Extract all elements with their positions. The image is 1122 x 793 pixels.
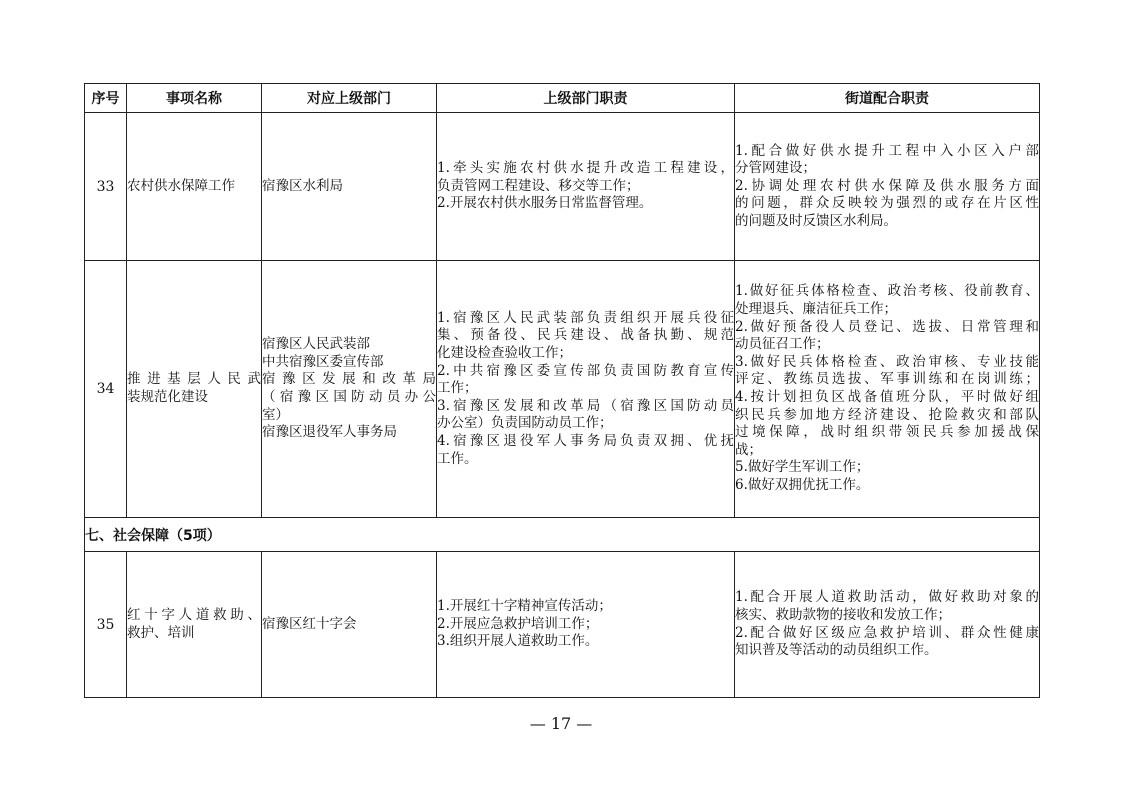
table-row — [85, 113, 1040, 261]
superior-dept: 宿豫区人民武装部 中共宿豫区委宣传部 宿豫区发展和改革局 （宿豫区国防动员办公 室） 宿豫区退役军人事务局 — [262, 261, 437, 518]
superior-duty: 1.宿豫区人民武装部负责组织开展兵役征 集、预备役、民兵建设、战备执勤、规范 化建设检查验收工作； 2.中共宿豫区委宣传部负责国防教育宣传 工作； 3.宿豫区发展和改革局（宿豫区国防动员 办公室）负责国防动员工作； 4.宿豫区退役军人事务局负责双拥、优抚 工作。 — [437, 261, 735, 518]
street-duty: 1.配合开展人道救助活动，做好救助对象的 核实、救助款物的接收和发放工作； 2.配合做好区级应急救护培训、群众性健康 知识普及等活动的动员组织工作。 — [735, 552, 1040, 698]
header-superior-dept: 对应上级部门 — [262, 84, 437, 113]
header-seq: 序号 — [85, 84, 127, 113]
header-superior-duty: 上级部门职责 — [437, 84, 735, 113]
superior-duty: 1.牵头实施农村供水提升改造工程建设， 负责管网工程建设、移交等工作； 2.开展农村供水服务日常监督管理。 — [437, 113, 735, 261]
header-street-duty: 街道配合职责 — [735, 84, 1040, 113]
page-number: — 17 — — [529, 714, 593, 733]
superior-dept: 宿豫区水利局 — [262, 113, 437, 261]
table-row — [85, 261, 1040, 518]
responsibility-table — [84, 83, 1040, 698]
section-title: 七、社会保障（5项） — [85, 518, 1040, 552]
street-duty: 1.做好征兵体格检查、政治考核、役前教育、 处理退兵、廉洁征兵工作； 2.做好预备役人员登记、选拔、日常管理和 动员征召工作； 3.做好民兵体格检查、政治审核、专业技能 评定、教练员选拔、军事训练和在岗训练； 4.按计划担负区战备值班分队，平时做好组 织民兵参加地方经济建设、抢险救灾和部队 过境保障，战时组织带领民兵参加援战保 战； 5.做好学生军训工作； 6.做好双拥优抚工作。 — [735, 261, 1040, 518]
item-name: 红十字人道救助、 救护、培训 — [127, 552, 262, 698]
street-duty: 1.配合做好供水提升工程中入小区入户部 分管网建设； 2.协调处理农村供水保障及供水服务方面 的问题，群众反映较为强烈的或存在片区性 的问题及时反馈区水利局。 — [735, 113, 1040, 261]
table-row — [85, 552, 1040, 698]
row-number: 34 — [85, 261, 127, 518]
table-header-row — [85, 84, 1040, 113]
superior-duty: 1.开展红十字精神宣传活动； 2.开展应急救护培训工作； 3.组织开展人道救助工作。 — [437, 552, 735, 698]
item-name: 农村供水保障工作 — [127, 113, 262, 261]
item-name: 推进基层人民武 装规范化建设 — [127, 261, 262, 518]
superior-dept: 宿豫区红十字会 — [262, 552, 437, 698]
row-number: 33 — [85, 113, 127, 261]
section-header-row — [85, 518, 1040, 552]
header-item-name: 事项名称 — [127, 84, 262, 113]
row-number: 35 — [85, 552, 127, 698]
